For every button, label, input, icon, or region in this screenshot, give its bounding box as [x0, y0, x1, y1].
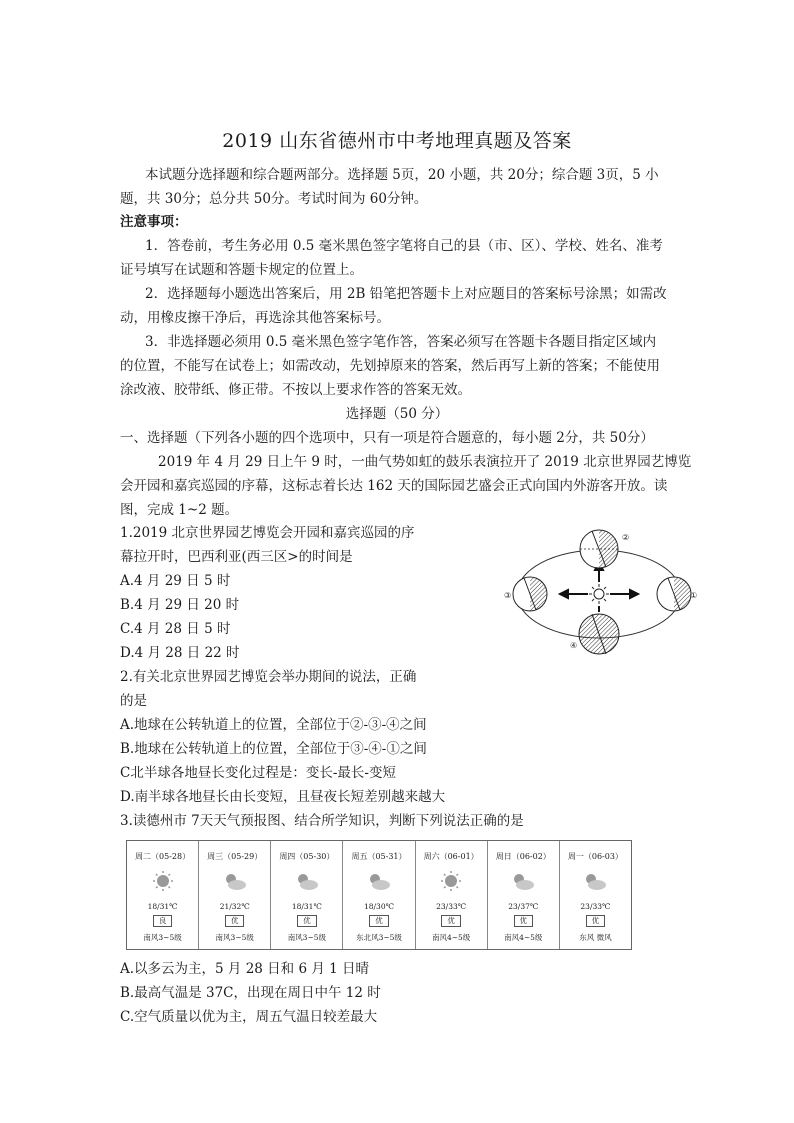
weather-day-label: 周四（05-30）: [279, 852, 335, 861]
intro-line-2: 题，共 30分；总分共 50分。考试时间为 60分钟。: [120, 191, 428, 207]
part-heading: 一、选择题（下列各小题的四个选项中，只有一项是符合题意的，每小题 2分，共 50分）: [120, 430, 654, 446]
orbit-label-1: ①: [690, 591, 698, 600]
notice-line: 涂改液、胶带纸、修正带。不按以上要求作答的答案无效。: [120, 382, 471, 398]
cloudy-icon: [293, 870, 321, 892]
q2-option-d: D.南半球各地昼长由长变短，且昼夜长短差别越来越大: [120, 789, 446, 805]
weather-day-label: 周二（05-28）: [135, 852, 191, 861]
weather-day: [343, 841, 415, 949]
sun-icon: [149, 870, 177, 892]
orbit-label-2: ②: [622, 533, 630, 542]
weather-temp: 21/32℃: [219, 902, 250, 911]
weather-day-label: 周六（06-01）: [423, 852, 479, 861]
orbit-label-3: ③: [504, 591, 512, 600]
passage-line: 2019 年 4 月 29 日上午 9 时，一曲气势如虹的鼓乐表演拉开了 2019 北京世界园艺博览: [158, 454, 692, 470]
weather-wind: 东风 微风: [579, 933, 612, 942]
q1-option-c: C.4 月 28 日 5 时: [120, 621, 231, 637]
air-quality-badge: 优: [441, 915, 461, 927]
q3-stem: 3.读德州市 7天天气预报图、结合所学知识，判断下列说法正确的是: [120, 813, 524, 829]
q3-option-a: A.以多云为主，5 月 28 日和 6 月 1 日晴: [120, 961, 370, 977]
q1-stem: 1.2019 北京世界园艺博览会开园和嘉宾巡园的序: [120, 525, 415, 541]
cloudy-icon: [365, 870, 393, 892]
sun-icon: [437, 870, 465, 892]
earth-position-3: [513, 577, 547, 611]
weather-day: [271, 841, 343, 949]
air-quality-badge: 优: [297, 915, 317, 927]
q1-stem: 幕拉开时，巴西利亚(西三区>的时间是: [120, 549, 353, 565]
weather-temp: 23/33℃: [436, 902, 467, 911]
q3-option-b: B.最高气温是 37C，出现在周日中午 12 时: [120, 985, 381, 1001]
weather-temp: 23/33℃: [580, 902, 611, 911]
weather-wind: 南风3~5级: [143, 933, 182, 942]
sun-icon: [589, 584, 609, 604]
weather-wind: 南风3~5级: [287, 933, 327, 942]
notice-heading: 注意事项：: [120, 214, 188, 230]
q1-option-a: A.4 月 29 日 5 时: [120, 573, 231, 589]
cloudy-icon: [509, 870, 537, 892]
earth-position-1: [657, 577, 691, 611]
page-title: 2019 山东省德州市中考地理真题及答案: [222, 130, 572, 152]
weather-wind: 南风4~5级: [504, 933, 543, 942]
weather-temp: 23/37℃: [508, 902, 539, 911]
weather-day-label: 周一（06-03）: [567, 852, 623, 861]
cloudy-icon: [581, 870, 609, 892]
notice-line: 1．答卷前，考生务必用 0.5 毫米黑色签字笔将自己的县（市、区）、学校、姓名、准考: [145, 238, 663, 254]
q3-option-c: C.空气质量以优为主，周五气温日较差最大: [120, 1009, 378, 1025]
earth-orbit-diagram: [502, 524, 696, 656]
intro-line-1: 本试题分选择题和综合题两部分。选择题 5页，20 小题，共 20分；综合题 3页，5 小: [145, 167, 659, 183]
notice-line: 3．非选择题必须用 0.5 毫米黑色签字笔作答，答案必须写在答题卡各题目指定区域内: [145, 334, 657, 350]
passage-line: 会开园和嘉宾巡园的序幕，这标志着长达 162 天的国际园艺盛会正式向国内外游客开放。读: [120, 478, 668, 494]
weather-day: [416, 841, 488, 949]
weather-wind: 东北风3~5级: [356, 933, 402, 942]
weather-day: [127, 841, 199, 949]
q1-option-d: D.4 月 28 日 22 时: [120, 645, 240, 661]
q2-stem: 2.有关北京世界园艺博览会举办期间的说法，正确: [120, 669, 417, 685]
air-quality-badge: 优: [225, 915, 245, 927]
q2-option-a: A.地球在公转轨道上的位置，全部位于②-③-④之间: [120, 717, 427, 733]
notice-line: 2．选择题每小题选出答案后，用 2B 铅笔把答题卡上对应题目的答案标号涂黑；如需改: [145, 286, 667, 302]
weather-wind: 南风3~5级: [215, 933, 254, 942]
q1-option-b: B.4 月 29 日 20 时: [120, 597, 240, 613]
weather-day-label: 周五（05-31）: [351, 852, 407, 861]
air-quality-badge: 优: [586, 915, 606, 927]
cloudy-icon: [221, 870, 249, 892]
notice-line: 的位置，不能写在试卷上；如需改动，先划掉原来的答案，然后再写上新的答案；不能使用: [120, 358, 660, 374]
q2-option-b: B.地球在公转轨道上的位置，全部位于③-④-①之间: [120, 741, 427, 757]
q2-option-c: C北半球各地昼长变化过程是：变长-最长-变短: [120, 765, 396, 781]
passage-line: 图，完成 1~2 题。: [120, 502, 239, 518]
air-quality-badge: 良: [153, 915, 173, 927]
notice-line: 动，用橡皮擦干净后，再选涂其他答案标号。: [120, 310, 390, 326]
weather-day: [199, 841, 271, 949]
weather-day-label: 周日（06-02）: [495, 852, 551, 861]
weather-wind: 南风4~5级: [431, 933, 471, 942]
weather-forecast: [126, 840, 632, 950]
weather-day-label: 周三（05-29）: [207, 852, 263, 861]
weather-day: [488, 841, 560, 949]
section-title: 选择题（50 分）: [345, 406, 449, 422]
notice-line: 证号填写在试题和答题卡规定的位置上。: [120, 262, 363, 278]
weather-temp: 18/31℃: [291, 902, 322, 911]
q2-stem: 的是: [120, 693, 147, 709]
weather-day: [560, 841, 631, 949]
weather-temp: 18/31℃: [147, 902, 178, 911]
orbit-label-4: ④: [570, 641, 578, 650]
air-quality-badge: 优: [369, 915, 389, 927]
earth-position-4: [579, 614, 619, 654]
earth-position-2: [580, 530, 618, 568]
air-quality-badge: 优: [514, 915, 534, 927]
weather-temp: 18/30℃: [363, 902, 394, 911]
